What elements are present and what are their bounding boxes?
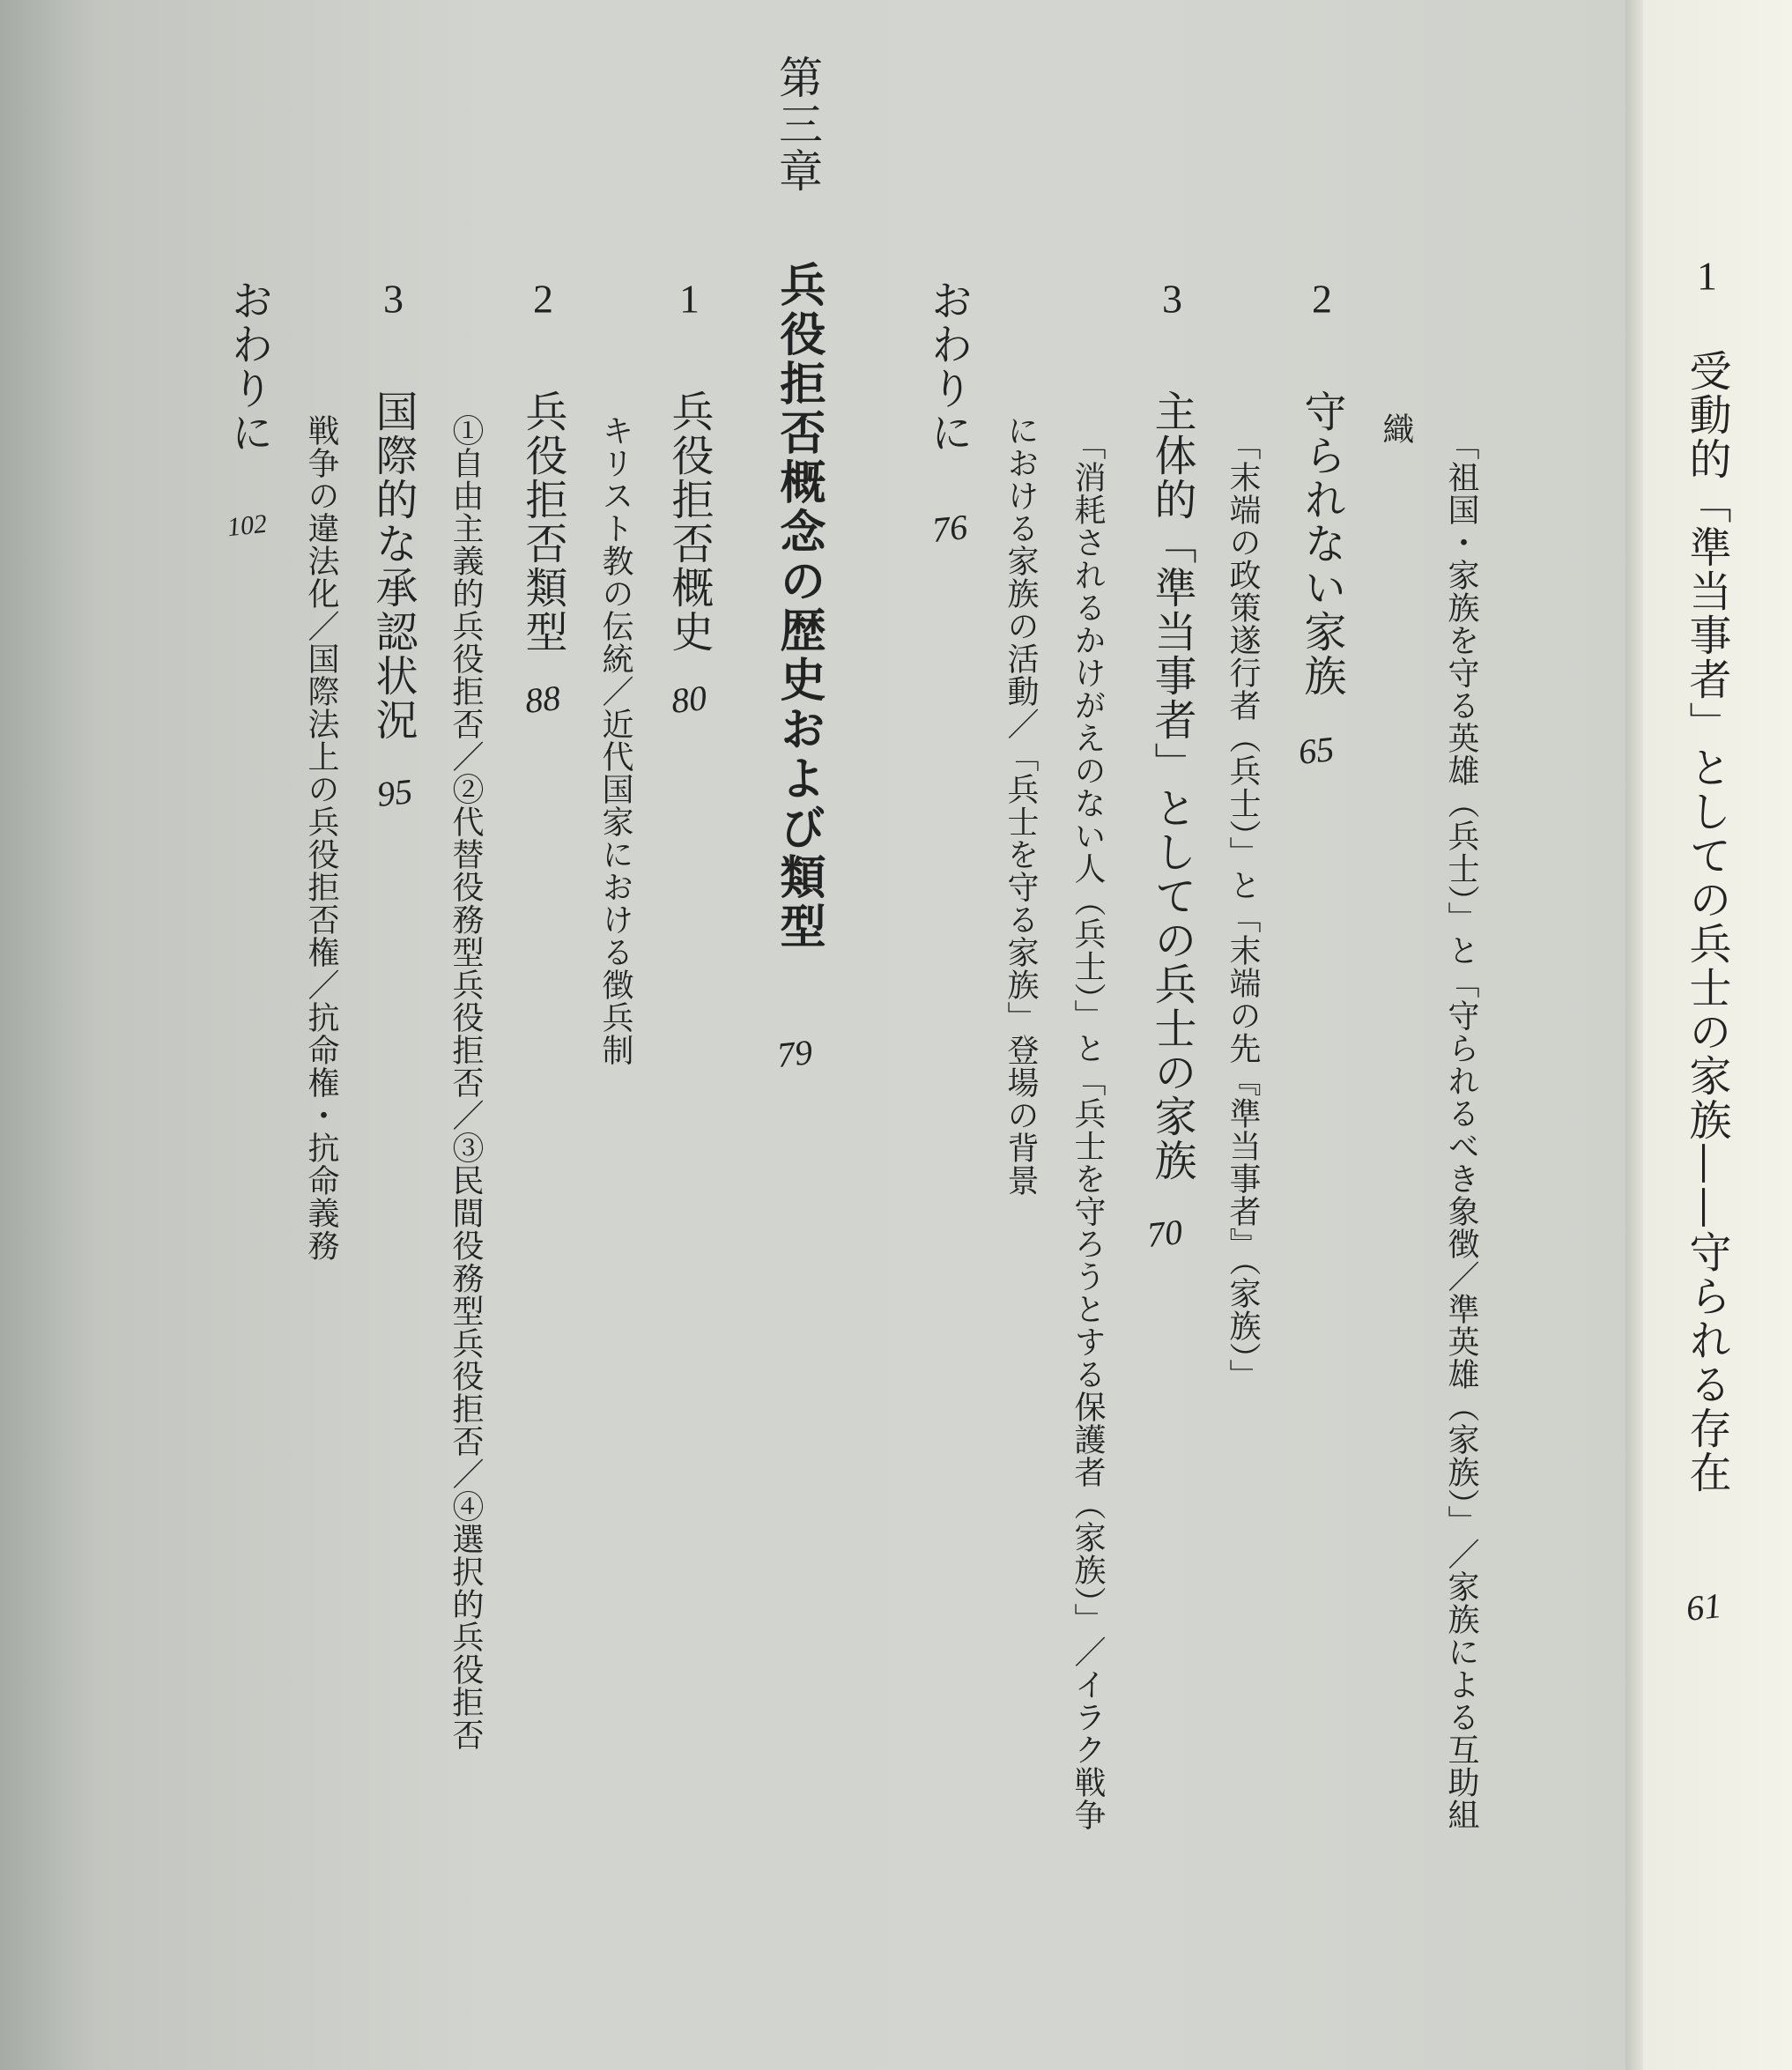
toc-desc-c3sec1: キリスト教の伝統／近代国家における徴兵制 <box>597 414 633 1066</box>
toc-desc-c3sec2: ①自由主義的兵役拒否／②代替役務型兵役拒否／③民間役務型兵役拒否／④選択的兵役拒否 <box>448 414 484 1751</box>
section-title: 守られない家族 <box>1297 390 1346 698</box>
page-number-79: 79 <box>774 1032 815 1075</box>
chapter-label: 第三章 <box>772 55 823 195</box>
toc-heading-owari2: おわりに <box>224 278 273 455</box>
section-number: 1 <box>679 278 700 319</box>
section-number: 1 <box>1697 256 1717 296</box>
section-title: 国際的な承認状況 <box>368 390 418 742</box>
page-number-95: 95 <box>374 771 415 814</box>
section-number: 3 <box>1162 278 1182 319</box>
section-number: 3 <box>383 278 404 319</box>
page-gutter-edge <box>1625 0 1643 2070</box>
toc-desc-sec2: 「末端の政策遂行者（兵士）」と「末端の先『準当事者』（家族）」 <box>1225 428 1261 1391</box>
page-number-88: 88 <box>522 678 563 721</box>
section-title: 主体的「準当事者」としての兵士の家族 <box>1147 390 1196 1183</box>
toc-heading-sec2 <box>1297 278 1346 698</box>
toc-heading-c3sec3 <box>368 278 418 742</box>
toc-desc-c3sec3: 戦争の違法化／国際法上の兵役拒否権／抗命権・抗命義務 <box>303 414 339 1262</box>
section-title: 兵役拒否類型 <box>518 390 567 654</box>
chapter-title: 兵役拒否概念の歴史および類型 <box>772 261 825 952</box>
section-number: 2 <box>1312 278 1332 319</box>
toc-heading-sec1 <box>1682 256 1731 1495</box>
page-number-61: 61 <box>1684 1585 1724 1629</box>
toc-desc-sec1-line2: 織 <box>1378 412 1414 445</box>
toc-desc-sec1-line1: 「祖国・家族を守る英雄（兵士）」と「守られるべき象徴／準英雄（家族）」／家族による互助組 <box>1443 428 1479 1831</box>
page-number-80: 80 <box>669 678 709 721</box>
page-number-102: 102 <box>226 508 269 543</box>
section-title: 受動的「準当事者」としての兵士の家族——守られる存在 <box>1682 349 1731 1495</box>
toc-heading-sec3 <box>1147 278 1196 1183</box>
toc-heading-owari1: おわりに <box>923 278 973 455</box>
section-title: 兵役拒否概史 <box>664 390 714 654</box>
toc-desc-sec3-line1: 「消耗されるかけがえのない人（兵士）」と「兵士を守ろうとする保護者（家族）」／イラク戦争 <box>1070 428 1106 1831</box>
section-number: 2 <box>533 278 553 319</box>
page-number-65: 65 <box>1296 729 1337 772</box>
page-number-76: 76 <box>929 507 970 550</box>
toc-desc-sec3-line2: における家族の活動／「兵士を守る家族」登場の背景 <box>1003 414 1039 1197</box>
page-number-70: 70 <box>1144 1212 1185 1255</box>
toc-heading-c3sec1 <box>664 278 714 654</box>
toc-heading-c3sec2 <box>518 278 567 654</box>
